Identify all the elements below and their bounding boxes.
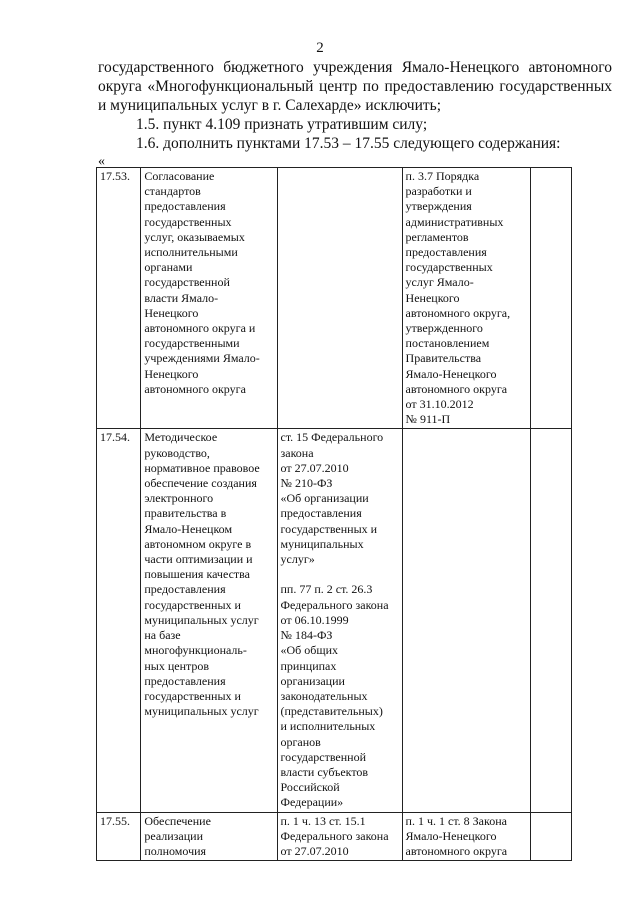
regional-basis-cell: п. 1 ч. 1 ст. 8 Закона Ямало-Ненецкого автономного округа bbox=[402, 812, 530, 861]
extra-cell bbox=[530, 168, 571, 429]
federal-basis-cell: ст. 15 Федерального закона от 27.07.2010 № 210-ФЗ «Об организации предоставления государственных и муниципальных услуг» пп. 77 п. 2 ст. 26.3 Федерального закона от 06.10.1999 № 184-ФЗ «Об общих принципах организации законодательных (представительных) и исполнительных органов государственной власти субъектов Российской Федерации» bbox=[277, 429, 402, 812]
item-number-cell: 17.53. bbox=[97, 168, 141, 429]
federal-basis-cell: п. 1 ч. 13 ст. 15.1 Федерального закона от 27.07.2010 bbox=[277, 812, 402, 861]
amendments-table bbox=[96, 167, 572, 861]
item-number-cell: 17.55. bbox=[97, 812, 141, 861]
regional-basis-cell: п. 3.7 Порядка разработки и утверждения административных регламентов предоставления государственных услуг Ямало- Ненецкого автономного округа, утвержденного постановлением Правительства Ямало-Ненецкого автономного округа от 31.10.2012 № 911-П bbox=[402, 168, 530, 429]
intro-text bbox=[98, 58, 612, 153]
authority-name-cell: Методическое руководство, нормативное правовое обеспечение создания электронного правительства в Ямало-Ненецком автономном округе в части оптимизации и повышения качества предоставления государственных и муниципальных услуг на базе многофункциональ- ных центров предоставления государственных и муниципальных услуг bbox=[141, 429, 277, 812]
intro-paragraph-2: 1.5. пункт 4.109 признать утратившим силу; bbox=[136, 116, 428, 133]
open-quote-mark: « bbox=[98, 154, 105, 169]
table-row bbox=[97, 429, 572, 812]
extra-cell bbox=[530, 812, 571, 861]
page-number: 2 bbox=[316, 40, 324, 56]
federal-basis-cell bbox=[277, 168, 402, 429]
authority-name-cell: Обеспечение реализации полномочия bbox=[141, 812, 277, 861]
extra-cell bbox=[530, 429, 571, 812]
table-row bbox=[97, 812, 572, 861]
table-row bbox=[97, 168, 572, 429]
item-number-cell: 17.54. bbox=[97, 429, 141, 812]
intro-paragraph-3: 1.6. дополнить пунктами 17.53 – 17.55 следующего содержания: bbox=[136, 135, 561, 152]
intro-paragraph-1: государственного бюджетного учреждения Ямало-Ненецкого автономного округа «Многофункциональный центр по предоставлению государственных и муниципальных услуг в г. Салехарде» исключить; bbox=[98, 59, 612, 114]
regional-basis-cell bbox=[402, 429, 530, 812]
authority-name-cell: Согласование стандартов предоставления государственных услуг, оказываемых исполнительными органами государственной власти Ямало- Ненецкого автономного округа и государственными учреждениями Ямало- Ненецкого автономного округа bbox=[141, 168, 277, 429]
